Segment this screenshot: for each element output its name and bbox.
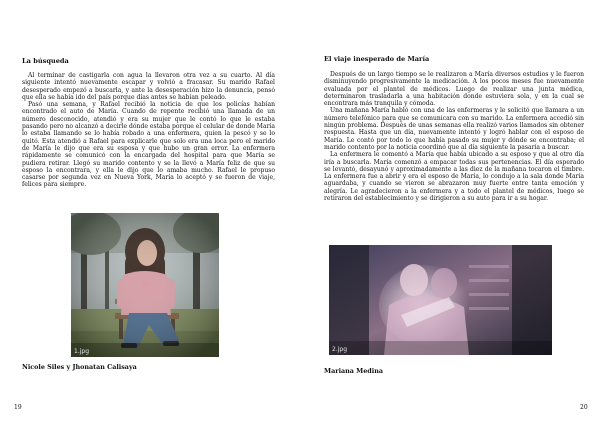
right-photo-caption: 2.jpg (332, 346, 348, 353)
left-paragraph-1: Al terminar de castigarla con agua la llevaron otra vez a su cuarto. Al día siguiente intentó nuevamente escapar y volvió a fracasar. Su marido Rafael desesperado empezó a buscarla, y ante la desesperación hizo la denuncia, pensó que ella se había ido del país porque días antes se habían peleado. (22, 72, 275, 101)
right-paragraph-2: Una mañana María habló con una de las enfermeras y le solicitó que llamara a un número telefónico para que se comunicara con su marido. La enfermera accedió sin ningún problema. Después de unas semanas ella realizó varios llamados sin obtener respuesta. Hasta que un día, nuevamente intentó y logró hablar con el esposo de María. Le contó por todo lo que había pasado su mujer y dónde se encontraba; el marido contento por la noticia coordinó que al día siguiente la pasaría a buscar. (324, 107, 584, 151)
left-page-number: 19 (14, 404, 22, 411)
right-paragraph-1: Después de un largo tiempo se le realizaron a María diversos estudios y le fueron disminuyendo progresivamente la medicación. A los pocos meses fue nuevamente evaluada por el plantel de médicos. Luego de realizar una junta médica, determinaron trasladarla a una habitación donde estuviera sola, y en la cual se encontrara más tranquila y cómoda. (324, 71, 584, 108)
right-photo-image (329, 245, 552, 355)
left-paragraph-2: Pasó una semana, y Rafael recibió la noticia de que los policías habían encontrado el auto de María. Cuando de repente recibió una llamada de un número desconocido, atendió y era su mujer que le contó lo que le estaba pasando pero no alcanzó a decirle dónde estaba porque el celular de donde María lo estaba llamando se lo había robado a una enfermera, quien la pescó y se lo quitó. Esta atendió a Rafael para explicarle que solo era una loca pero el marido de María le dijo que era su esposa y que hubo un gran error. La enfermera rápidamente se comunicó con la encargada del hospital para que María se pudiera retirar. Llegó su marido contento y se la llevó a María feliz de que su esposo la encontrara, y ella le dijo que lo amaba mucho. Rafael le propuso casarse por segunda vez en Nueva York, María lo aceptó y se fueron de viaje, felices para siempre. (22, 101, 275, 189)
left-photo-woman-in-park (71, 213, 219, 357)
left-page-body (22, 72, 275, 189)
right-page (300, 0, 600, 424)
left-page-title: La búsqueda (22, 57, 69, 65)
right-photo-reunion (329, 245, 552, 355)
right-page-body (324, 71, 584, 202)
right-paragraph-3: La enfermera le comentó a María que había ubicado a su esposo y que al otro día iría a buscarla. María comenzó a empacar todas sus pertenencias. El día esperado se levantó, desayunó y aproximadamente a las diez de la mañana tocaron el timbre. La enfermera fue a abrir y era el esposo de María, lo condujo a la sala donde María aguardaba, y cuando se vieron se abrazaron muy fuerte entre tanta emoción y alegría. Le agradecieron a la enfermera y a todo el plantel de médicos, luego se retiraron del establecimiento y se dirigieron a su auto para ir a su hogar. (324, 151, 584, 203)
right-page-author: Mariana Medina (324, 367, 383, 375)
left-page-author: Nicole Siles y Jhonatan Calisaya (22, 363, 137, 371)
right-page-title: El viaje inesperado de María (324, 55, 430, 63)
left-photo-caption: 1.jpg (74, 348, 90, 355)
left-photo-image (71, 213, 219, 357)
right-page-number: 20 (580, 404, 588, 411)
